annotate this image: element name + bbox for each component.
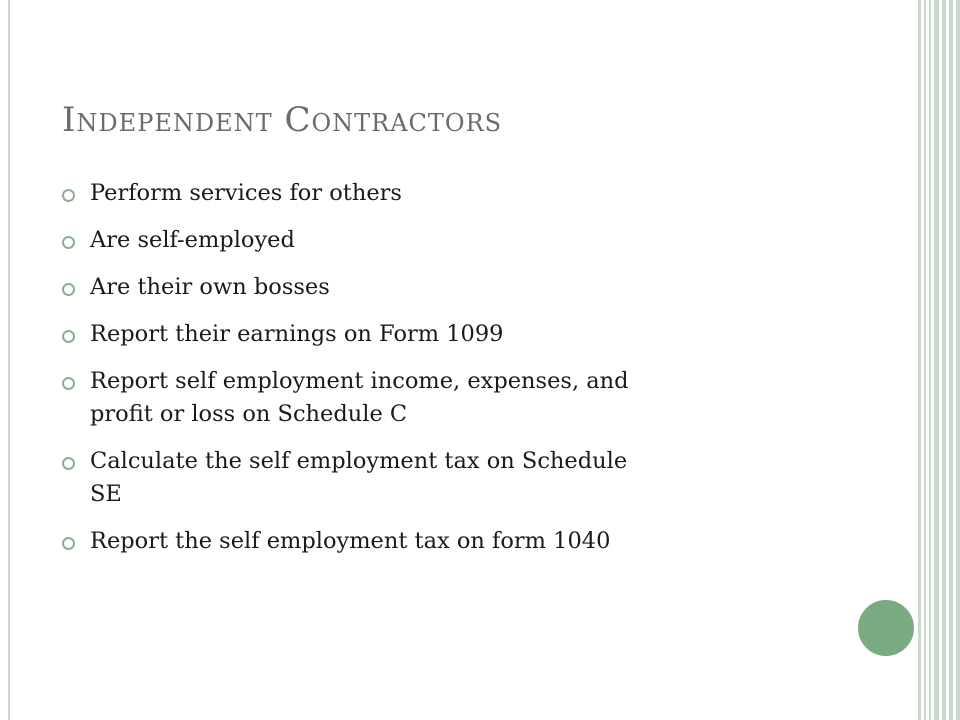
decorative-stripe <box>934 0 939 720</box>
bullet-text: Report the self employment tax on form 1040 <box>90 528 611 554</box>
bullet-text: Are their own bosses <box>90 274 330 300</box>
bullet-item <box>62 318 822 351</box>
bullet-text: Report their earnings on Form 1099 <box>90 321 504 347</box>
slide-title: Independent Contractors <box>62 100 503 140</box>
left-border-line <box>8 0 10 720</box>
decorative-stripe <box>949 0 953 720</box>
decorative-stripe <box>918 0 921 720</box>
bullet-item <box>62 365 822 431</box>
bullet-text: Are self-employed <box>90 227 295 253</box>
decorative-stripe <box>929 0 931 720</box>
bullet-text-continued: profit or loss on Schedule C <box>90 401 408 427</box>
bullet-item <box>62 224 822 257</box>
bullet-item <box>62 271 822 304</box>
bullet-circle-icon <box>62 283 75 296</box>
decorative-circle <box>856 598 916 658</box>
bullet-text: Calculate the self employment tax on Schedule <box>90 448 628 474</box>
decorative-stripe <box>956 0 960 720</box>
decorative-stripe <box>942 0 946 720</box>
bullet-text-continued: SE <box>90 481 122 507</box>
bullet-circle-icon <box>62 189 75 202</box>
bullet-list <box>62 177 822 572</box>
bullet-text: Report self employment income, expenses, and <box>90 368 629 394</box>
bullet-item <box>62 177 822 210</box>
decorative-stripe <box>924 0 926 720</box>
bullet-circle-icon <box>62 330 75 343</box>
bullet-text: Perform services for others <box>90 180 402 206</box>
bullet-item <box>62 445 822 511</box>
bullet-item <box>62 525 822 558</box>
bullet-circle-icon <box>62 457 75 470</box>
bullet-circle-icon <box>62 537 75 550</box>
bullet-circle-icon <box>62 236 75 249</box>
bullet-circle-icon <box>62 377 75 390</box>
